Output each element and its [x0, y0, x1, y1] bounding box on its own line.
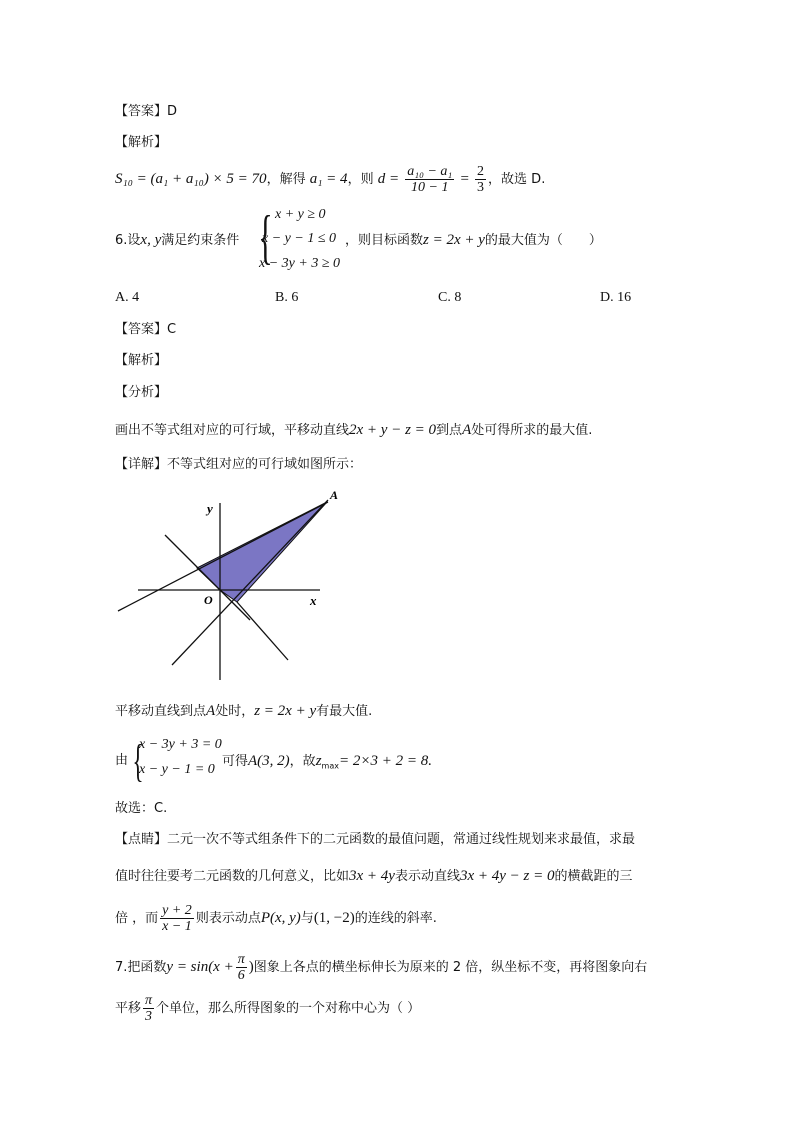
- q6-analysis-label: 【解析】: [115, 353, 168, 368]
- q6-option-b: B. 6: [275, 290, 299, 305]
- q5-text-a: ，解得: [266, 172, 306, 187]
- q5-text-b: ，则: [347, 172, 374, 187]
- q6-analysis-heading: 【分析】: [115, 385, 168, 400]
- q5-eq: =: [460, 171, 469, 187]
- line-x-minus-3y-plus-3: [118, 502, 328, 611]
- q6-vars: x, y: [140, 232, 162, 248]
- q6-comment-heading: 【点睛】: [115, 832, 168, 847]
- q6-analysis-point: A: [462, 422, 472, 438]
- q6-comment-line-3: 倍 ，而 $\frac{y + 2}{x - 1}$ 则表示动点P(x, y)与(1, −2)的连线的斜率.: [115, 903, 437, 934]
- q6-analysis-text: 画出不等式组对应的可行域，平移动直线2x + y − z = 0到点A处可得所求的最大值.: [115, 422, 593, 438]
- q6-choose: 故选：C.: [115, 801, 168, 816]
- q5-text-c: ，故选 D.: [488, 172, 546, 187]
- q6-system-1: x − 3y + 3 = 0: [139, 737, 222, 752]
- q6-move-text: 平移动直线到点A处时，z = 2x + y有最大值.: [115, 703, 373, 719]
- graph-origin-label: O: [204, 593, 213, 607]
- q6-comment-line-2: 值时往往要考二元函数的几何意义，比如3x + 4y表示动直线3x + 4y − z = 0的横截距的三: [115, 868, 633, 884]
- q6-constraint-brace: {: [258, 204, 273, 270]
- q6-option-a: A. 4: [115, 290, 140, 305]
- q5-fraction-d: $\frac{\text{a₁₀ − a₁}}{10 - 1}$: [407, 164, 453, 195]
- q6-solve-prefix: 由: [115, 753, 129, 768]
- q6-point-a: A(3, 2): [248, 753, 290, 769]
- q7-shift-fraction: $\frac{\pi}{3}$: [145, 993, 153, 1024]
- q6-constraint-3: x − 3y + 3 ≥ 0: [259, 256, 341, 271]
- graph-y-label: y: [207, 501, 213, 516]
- q7-stem-line-1: 7.把函数y = sin(x + $\frac{\pi}{6}$ )图象上各点的横坐标伸长为原来的 2 倍，纵坐标不变，再将图象向右: [115, 952, 648, 983]
- q6-constraint-2: x − y − 1 ≤ 0: [262, 231, 337, 246]
- graph-x-label: x: [310, 593, 317, 608]
- q6-stem-prefix: 6.设x, y满足约束条件: [115, 232, 240, 248]
- q6-comment-line-1: 【点睛】二元一次不等式组条件下的二元函数的最值问题，常通过线性规划来求最值，求最: [115, 832, 636, 847]
- q5-analysis-label: 【解析】: [115, 135, 168, 150]
- q6-option-d: D. 16: [600, 290, 632, 305]
- graph-point-a-label: A: [330, 488, 339, 502]
- q5-formula-a1: a₁ = 4: [309, 171, 348, 187]
- q6-move-objective: z = 2x + y: [254, 703, 317, 719]
- q6-objective: z = 2x + y: [423, 232, 485, 248]
- q5-solution-line: [115, 164, 545, 195]
- q6-solve-result: 可得A(3, 2)，故$z_{max}= 2\times 3 + 2 = 8$.: [222, 753, 432, 771]
- q6-stem-suffix: ，则目标函数z = 2x + y的最大值为（ ）: [345, 232, 602, 248]
- line-x-minus-y-minus-1: [172, 500, 328, 665]
- q6-zmax-expr: = 2×3 + 2 = 8.: [338, 753, 432, 769]
- q6-option-c: C. 8: [438, 290, 462, 305]
- q6-comment-fraction: $\frac{y + 2}{x - 1}$: [162, 903, 192, 934]
- q5-d-lhs: d =: [377, 171, 400, 187]
- q7-stem-line-2: 平移 $\frac{\pi}{3}$ 个单位，那么所得图象的一个对称中心为（ ）: [115, 993, 421, 1024]
- q7-func-fraction: $\frac{\pi}{6}$: [237, 952, 245, 983]
- feasible-region-graph: [110, 485, 345, 685]
- q6-answer-label: 【答案】C: [115, 322, 177, 337]
- line-extension: [237, 602, 288, 660]
- q6-analysis-line: 2x + y − z = 0: [349, 422, 437, 438]
- q5-answer-label: 【答案】D: [115, 104, 178, 119]
- q6-detail: 【详解】不等式组对应的可行域如图所示：: [115, 457, 363, 472]
- q5-formula-sum: S₁₀ = (a₁ + a₁₀) × 5 = 70: [115, 171, 267, 187]
- q6-system-2: x − y − 1 = 0: [139, 762, 215, 777]
- q6-system-brace: {: [132, 735, 144, 786]
- q5-fraction-result: $\frac{2}{3}$: [477, 164, 485, 195]
- q6-detail-heading: 【详解】: [115, 457, 168, 472]
- q6-constraint-1: x + y ≥ 0: [275, 207, 326, 222]
